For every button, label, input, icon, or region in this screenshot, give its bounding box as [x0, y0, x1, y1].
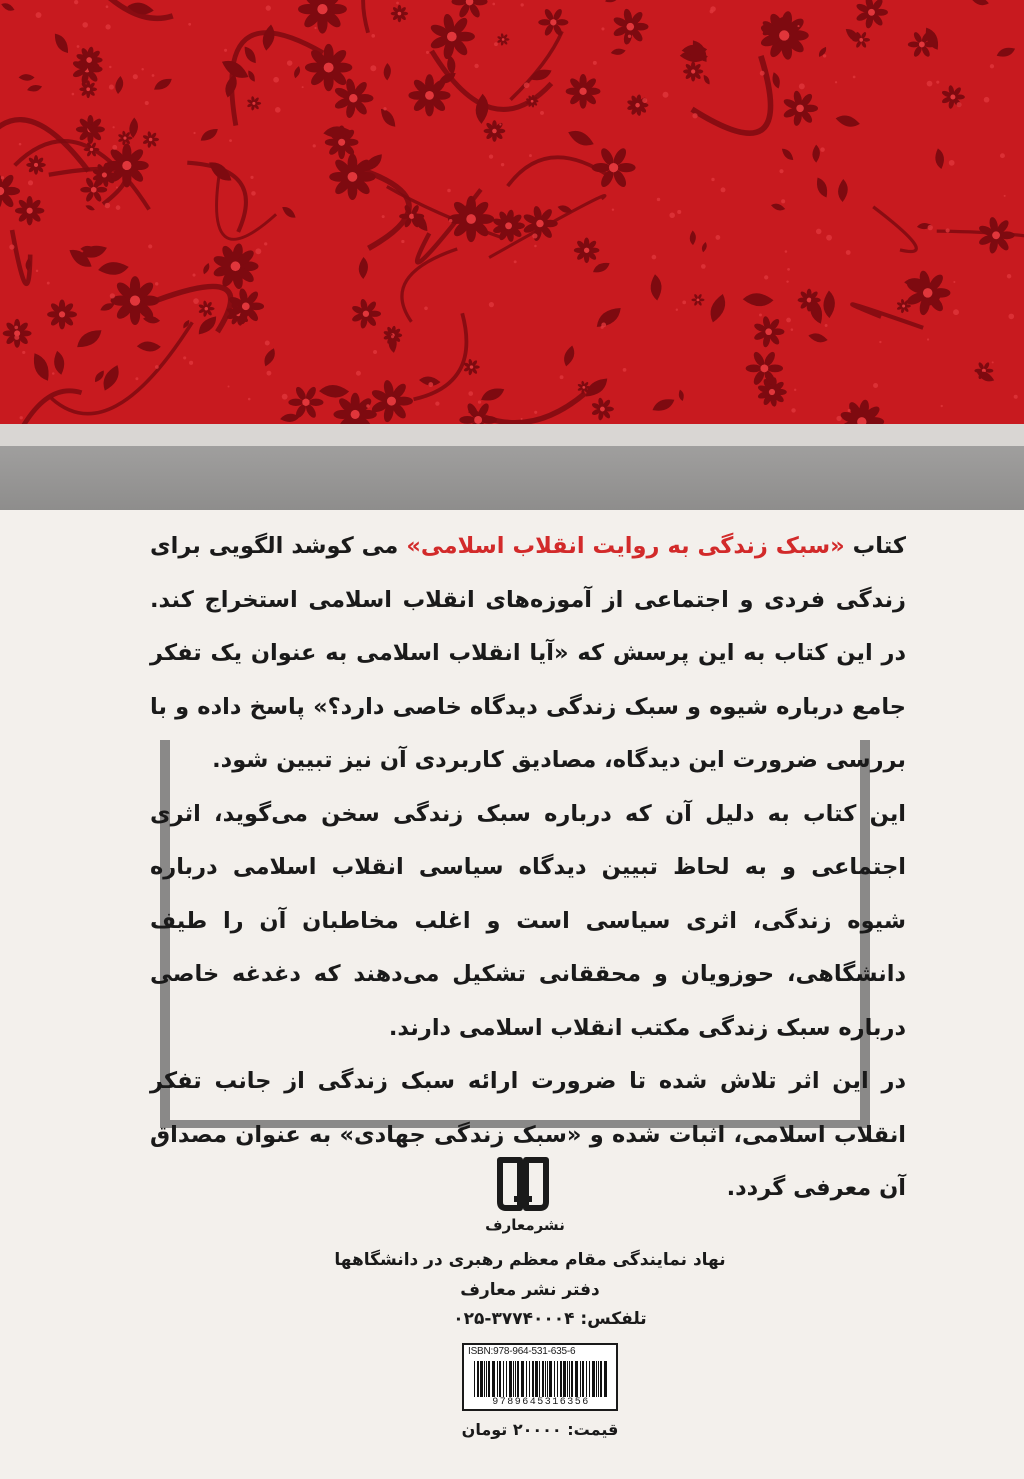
barcode-bar — [554, 1361, 555, 1397]
rosette-icon — [612, 8, 648, 45]
blurb-text — [150, 520, 906, 1216]
barcode-bar — [580, 1361, 581, 1397]
rosette-icon — [351, 298, 381, 329]
rosette-icon — [463, 359, 480, 376]
isbn-label: ISBN:978-964-531-635-6 — [468, 1346, 576, 1357]
rosette-icon — [298, 0, 347, 34]
rosette-icon — [333, 393, 376, 424]
barcode-bar — [575, 1361, 578, 1397]
barcode-bar — [547, 1361, 548, 1397]
barcode-bar — [586, 1361, 587, 1397]
rosette-icon — [79, 80, 97, 98]
barcode-bar — [484, 1361, 485, 1397]
barcode-bar — [497, 1361, 498, 1397]
rosette-icon — [26, 155, 46, 175]
barcode-bar — [557, 1361, 558, 1397]
rosette-icon — [782, 90, 818, 127]
rosette-icon — [198, 300, 214, 317]
gray-band-light-strip — [0, 424, 1024, 446]
arabesque-pattern-icon — [0, 0, 1024, 424]
rosette-icon — [370, 379, 413, 423]
ean-number: 9789645316356 — [492, 1397, 590, 1408]
barcode-bar — [560, 1361, 562, 1397]
barcode-bar — [539, 1361, 540, 1397]
gray-band — [0, 424, 1024, 510]
barcode-bar — [589, 1361, 590, 1397]
barcode-bar — [569, 1361, 570, 1397]
rosette-icon — [683, 61, 703, 81]
barcode-box — [462, 1343, 618, 1411]
rosette-icon — [855, 0, 888, 29]
rosette-icon — [391, 5, 408, 22]
rosette-icon — [905, 270, 950, 316]
maaref-logo-icon — [496, 1156, 550, 1212]
barcode-bar — [515, 1361, 516, 1397]
publisher-phone: تلفکس: ۳۷۷۴۰۰۰۴-۰۲۵ — [453, 1309, 647, 1329]
publisher-organization: نهاد نمایندگی مقام معظم رهبری در دانشگاهها — [334, 1250, 726, 1270]
publisher-name: نشرمعارف — [485, 1216, 565, 1234]
barcode-bar — [499, 1361, 501, 1397]
rosette-icon — [978, 216, 1015, 254]
barcode-bar — [513, 1361, 514, 1397]
barcode-bar — [526, 1361, 527, 1397]
blurb-intro: کتاب — [844, 533, 906, 559]
barcode-bar — [600, 1361, 602, 1397]
barcode-bar — [488, 1361, 490, 1397]
rosette-icon — [627, 94, 649, 116]
rosette-icon — [574, 237, 600, 263]
rosette-icon — [47, 299, 77, 329]
barcode-bar — [492, 1361, 495, 1397]
barcode-bar — [598, 1361, 599, 1397]
rosette-icon — [759, 10, 808, 60]
rosette-icon — [212, 243, 258, 290]
rosette-icon — [142, 131, 159, 148]
rosette-icon — [566, 74, 601, 109]
barcode-bar — [532, 1361, 534, 1397]
ornamental-pattern — [0, 0, 1024, 424]
price-label: قیمت: ۲۰۰۰۰ تومان — [461, 1420, 619, 1439]
rosette-icon — [591, 397, 614, 421]
barcode-bar — [571, 1361, 573, 1397]
barcode-bar — [542, 1361, 544, 1397]
barcode-bar — [563, 1361, 566, 1397]
rosette-icon — [448, 196, 494, 242]
barcode-bar — [521, 1361, 524, 1397]
blurb-paragraph-3: در این اثر تلاش شده تا ضرورت ارائه سبک زندگی از جانب تفکر انقلاب اسلامی، اثبات شده و «سبک زندگی جهادی» به عنوان مصداق آن معرفی گردد. — [150, 1068, 906, 1201]
barcode-bar — [592, 1361, 595, 1397]
rosette-icon — [538, 8, 568, 37]
rosette-icon — [247, 96, 261, 111]
rosette-icon — [15, 196, 44, 225]
barcode-bar — [503, 1361, 504, 1397]
barcode-bar — [604, 1361, 607, 1397]
book-title-highlight: «سبک زندگی به روایت انقلاب اسلامی» — [406, 533, 845, 559]
rosette-icon — [3, 319, 32, 348]
barcode-bar — [486, 1361, 487, 1397]
barcode-bar — [506, 1361, 507, 1397]
blurb-paragraph-1 — [150, 520, 906, 788]
rosette-icon — [839, 399, 884, 424]
barcode-bar — [509, 1361, 512, 1397]
blurb-paragraph-2: این کتاب به دلیل آن که درباره سبک زندگی سخن می‌گوید، اثری اجتماعی و به لحاظ تبیین دیدگاه سیاسی انقلاب اسلامی درباره شیوه زندگی، اثری سیاسی است و اغلب مخاطبان آن را طیف دانشگاهی، حوزویان و محققانی تشکیل می‌دهند که دغدغه خاصی درباره سبک زندگی مکتب انقلاب اسلامی دارند. — [150, 800, 906, 1041]
barcode-bar — [529, 1361, 530, 1397]
barcode-bar — [582, 1361, 584, 1397]
rosette-icon — [484, 120, 506, 142]
barcode-bar — [480, 1361, 483, 1397]
barcode-bar — [545, 1361, 546, 1397]
barcode-bar — [477, 1361, 479, 1397]
barcode-bar — [567, 1361, 568, 1397]
rosette-icon — [305, 44, 352, 91]
publisher-office: دفتر نشر معارف — [460, 1280, 600, 1300]
rosette-icon — [753, 316, 784, 348]
barcode-bar — [474, 1361, 475, 1397]
rosette-icon — [691, 293, 704, 306]
barcode-bar — [517, 1361, 519, 1397]
rosette-icon — [497, 33, 510, 46]
barcode-bar — [549, 1361, 552, 1397]
rosette-icon — [452, 0, 488, 19]
barcode-icon — [472, 1361, 610, 1397]
barcode-bar — [535, 1361, 538, 1397]
barcode-bar — [596, 1361, 597, 1397]
blurb-intro-rest: می کوشد الگویی برای زندگی فردی و اجتماعی از آموزه‌های انقلاب اسلامی استخراج کند. در این کتاب به این پرسش که «آیا انقلاب اسلامی به عنوان یک تفکر جامع درباره شیوه و سبک زندگی دیدگاه خاصی دارد؟» پاسخ داده و با بررسی ضرورت این دیدگاه، مصادیق کاربردی آن نیز تبیین شود. — [150, 533, 906, 773]
rosette-icon — [592, 146, 636, 189]
